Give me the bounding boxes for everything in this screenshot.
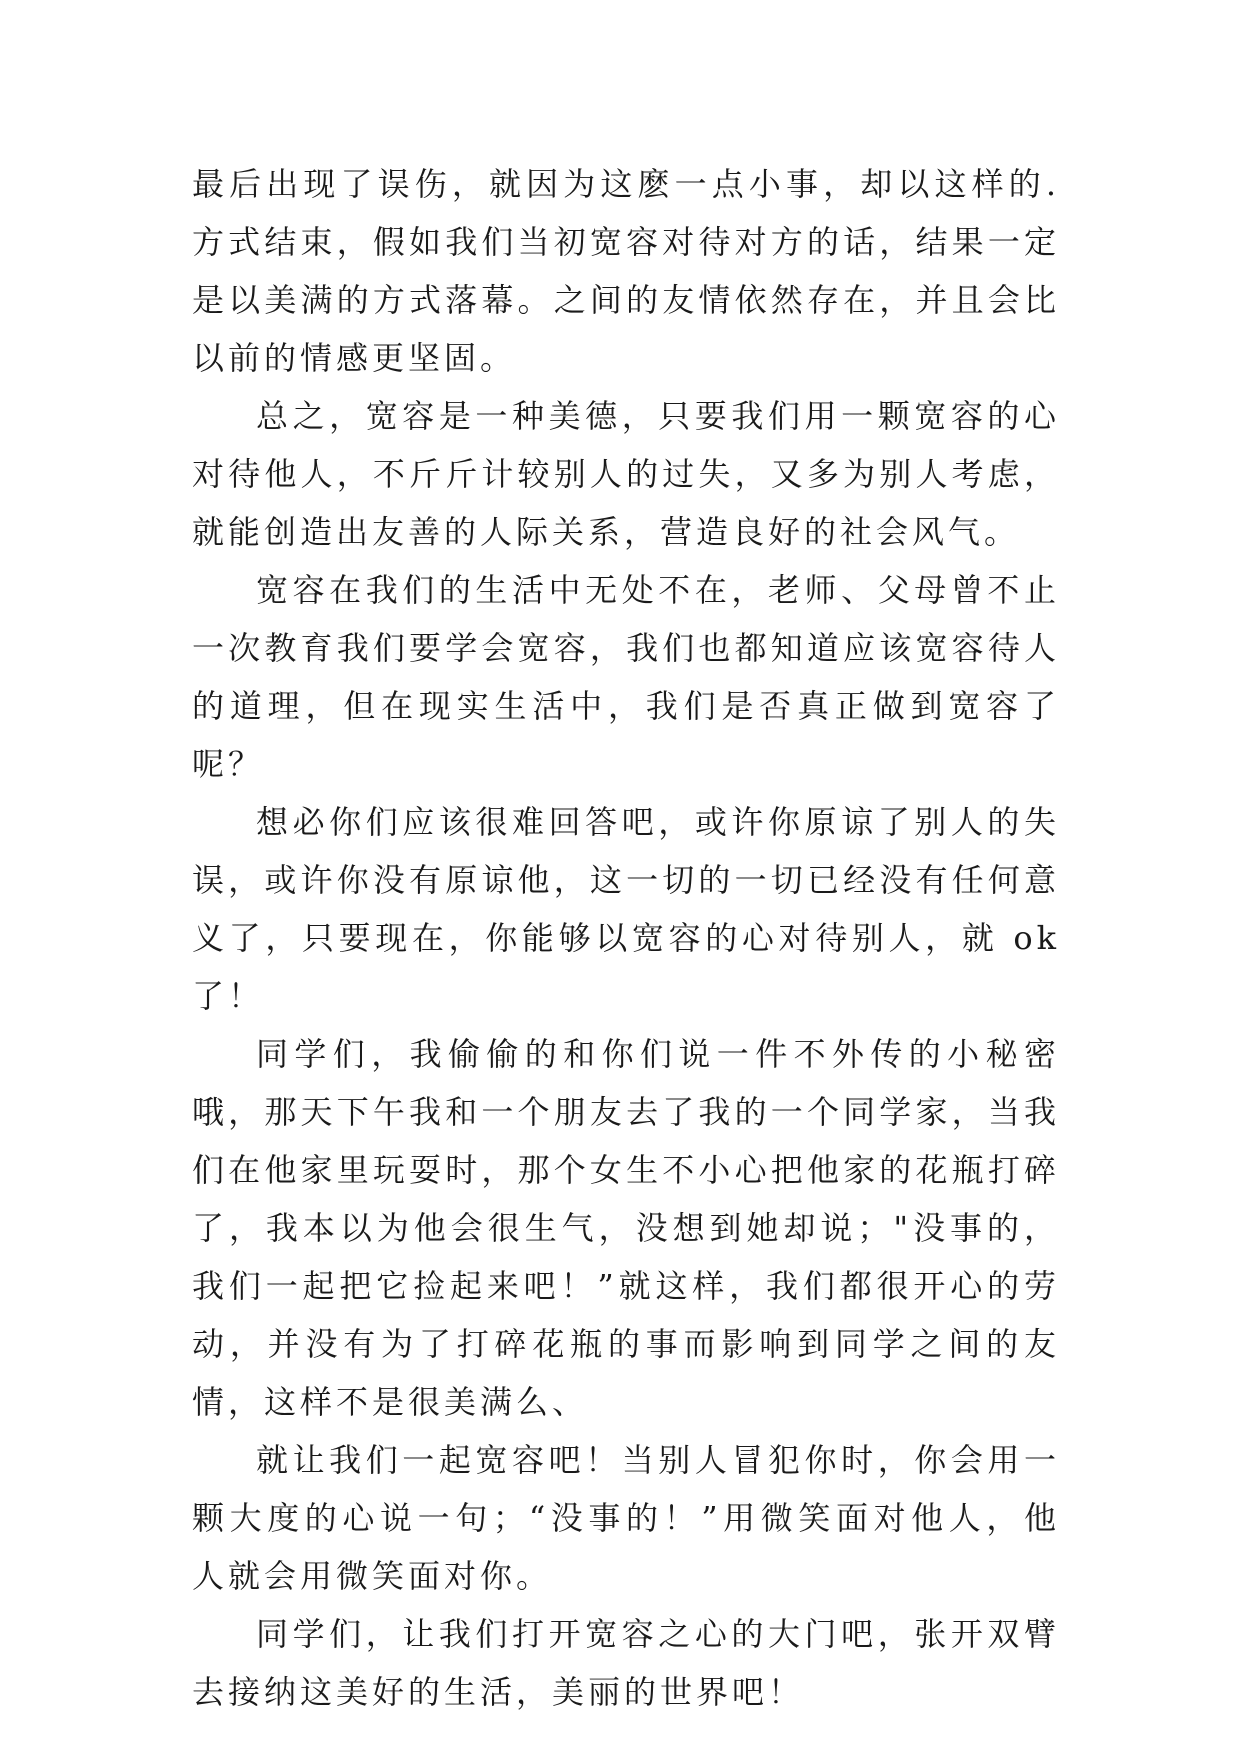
document-body	[192, 155, 1060, 1721]
paragraph-5: 同学们，我偷偷的和你们说一件不外传的小秘密哦，那天下午我和一个朋友去了我的一个同学家，当我们在他家里玩耍时，那个女生不小心把他家的花瓶打碎了，我本以为他会很生气，没想到她却说；"没事的，我们一起把它捡起来吧！”就这样，我们都很开心的劳动，并没有为了打碎花瓶的事而影响到同学之间的友情，这样不是很美满么、	[192, 1035, 1060, 1421]
paragraph-7: 同学们，让我们打开宽容之心的大门吧，张开双臂去接纳这美好的生活，美丽的世界吧！	[192, 1615, 1060, 1711]
paragraph-3: 宽容在我们的生活中无处不在，老师、父母曾不止一次教育我们要学会宽容，我们也都知道应该宽容待人的道理，但在现实生活中，我们是否真正做到宽容了呢？	[192, 571, 1060, 783]
paragraph-6: 就让我们一起宽容吧！当别人冒犯你时，你会用一颗大度的心说一句；“没事的！”用微笑面对他人，他人就会用微笑面对你。	[192, 1441, 1060, 1595]
paragraph-1: 最后出现了误伤，就因为这麽一点小事，却以这样的.方式结束，假如我们当初宽容对待对方的话，结果一定是以美满的方式落幕。之间的友情依然存在，并且会比以前的情感更坚固。	[192, 165, 1060, 377]
paragraph-4: 想必你们应该很难回答吧，或许你原谅了别人的失误，或许你没有原谅他，这一切的一切已经没有任何意义了，只要现在，你能够以宽容的心对待别人，就 ok 了！	[192, 803, 1060, 1015]
paragraph-2: 总之，宽容是一种美德，只要我们用一颗宽容的心对待他人，不斤斤计较别人的过失，又多为别人考虑，就能创造出友善的人际关系，营造良好的社会风气。	[192, 397, 1060, 551]
